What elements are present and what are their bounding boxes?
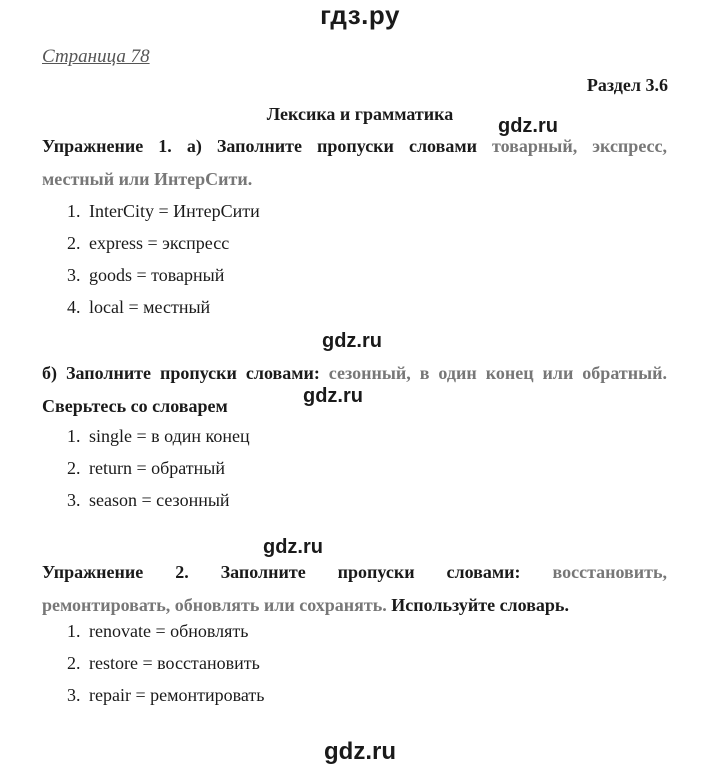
watermark: gdz.ru (498, 115, 558, 137)
section-title: Лексика и грамматика (266, 104, 454, 124)
watermark: gdz.ru (303, 385, 363, 407)
list-item (67, 458, 225, 479)
exercise-1a-line1 (42, 130, 667, 162)
list-item (67, 233, 229, 254)
section-label: Раздел 3.6 (586, 75, 668, 95)
list-item (67, 621, 249, 642)
page-number-label: Страница 78 (42, 46, 150, 67)
item-text: goods = товарный (89, 265, 225, 285)
item-text: restore = восстановить (89, 653, 260, 673)
exercise-2-line1 (42, 556, 667, 588)
item-number: 2. (67, 233, 81, 253)
exercise-2-words-2: ремонтировать, обновлять или сохранять. (42, 595, 387, 615)
list-item (67, 265, 224, 286)
item-text: season = сезонный (89, 490, 230, 510)
item-text: InterCity = ИнтерСити (89, 201, 260, 221)
exercise-1a-line2 (42, 163, 667, 195)
item-text: local = местный (89, 297, 211, 317)
item-number: 1. (67, 426, 81, 446)
watermark: gdz.ru (322, 330, 382, 352)
item-number: 3. (67, 490, 81, 510)
exercise-1a-words-2: местный или ИнтерСити. (42, 169, 253, 189)
site-header: гдз.ру (320, 0, 400, 30)
exercise-1b-suffix: Сверьтесь со словарем (42, 396, 228, 416)
item-text: return = обратный (89, 458, 226, 478)
item-number: 3. (67, 685, 81, 705)
watermark-footer: gdz.ru (324, 738, 396, 765)
list-item (67, 653, 260, 674)
exercise-1a-prefix: Упражнение 1. а) Заполните пропуски словами (42, 136, 477, 156)
watermark: gdz.ru (263, 536, 323, 558)
list-item (67, 426, 250, 447)
list-item (67, 201, 260, 222)
exercise-2-words-1: восстановить, (552, 562, 668, 582)
exercise-1a-words-1: товарный, экспресс, (492, 136, 668, 156)
list-item (67, 685, 265, 706)
exercise-1b-prefix: б) Заполните пропуски словами: (42, 363, 320, 383)
item-text: repair = ремонтировать (89, 685, 265, 705)
item-text: express = экспресс (89, 233, 230, 253)
item-text: renovate = обновлять (89, 621, 249, 641)
list-item (67, 297, 210, 318)
item-number: 1. (67, 621, 81, 641)
exercise-2-suffix: Используйте словарь. (391, 595, 569, 615)
item-text: single = в один конец (89, 426, 250, 446)
exercise-1b-words: сезонный, в один конец или обратный. (328, 363, 667, 383)
list-item (67, 490, 230, 511)
item-number: 2. (67, 458, 81, 478)
exercise-2-line2 (42, 589, 667, 621)
item-number: 3. (67, 265, 81, 285)
item-number: 1. (67, 201, 81, 221)
item-number: 4. (67, 297, 81, 317)
exercise-2-prefix: Упражнение 2. Заполните пропуски словами: (42, 562, 521, 582)
item-number: 2. (67, 653, 81, 673)
